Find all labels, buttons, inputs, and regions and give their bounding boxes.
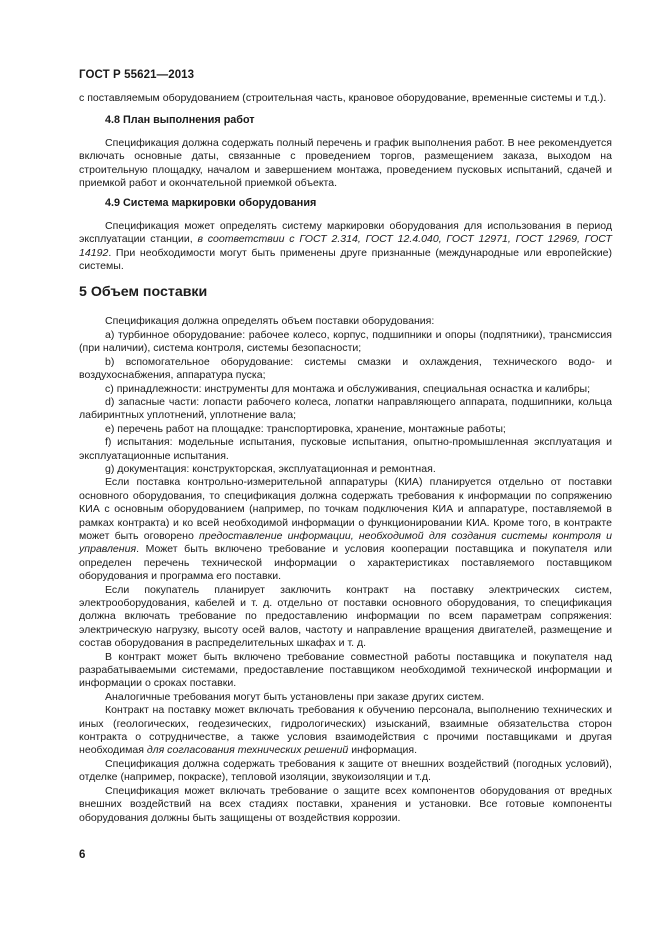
paragraph: e) перечень работ на площадке: транспортировка, хранение, монтажные работы;: [105, 422, 506, 435]
paragraph: Спецификация должна определять объем поставки оборудования:: [105, 315, 435, 328]
paragraph: b) вспомогательное оборудование: системы смазки и охлаждения, технического водо- и воздухоснабжения, аппаратура пуска;: [79, 355, 612, 382]
paragraph-text: информация.: [348, 744, 418, 757]
paragraph: [79, 704, 612, 758]
paragraph: с поставляемым оборудованием (строительная часть, крановое оборудование, временные системы и т.д.).: [79, 92, 607, 104]
paragraph: В контракт может быть включено требование совместной работы поставщика и покупателя над разрабатываемыми системами, предоставление поставщиком необходимой технической информации и информации о сроках поставки.: [79, 650, 612, 690]
paragraph-text: Спецификация может определять систему маркировки оборудования для использования в период эксплуатации станции,: [79, 219, 612, 246]
paragraph-text: . При необходимости могут быть применены друге признанные (международные или европейские) системы.: [79, 246, 612, 273]
paragraph-text: Контракт на поставку может включать требования к обучению персонала, выполнению технических и иных (геологических, геодезических, гидрологических) изысканий, взаимные обязательства сторон контракта о сотрудничестве, а также условия взаимодействия с прочими поставщиками и другая необходимая: [79, 704, 612, 757]
paragraph-emphasis: в соответствии с ГОСТ 2.314, ГОСТ 12.4.040, ГОСТ 12971, ГОСТ 12969, ГОСТ 14192: [79, 233, 612, 259]
page-number: 6: [79, 849, 86, 861]
paragraph-text: . Может быть включено требование и условия кооперации поставщика и покупателя или определен перечень технической информации о характеристиках поставляемого поставщиком оборудования и программа его поставки.: [79, 543, 612, 583]
paragraph: [79, 220, 612, 274]
paragraph: Спецификация может включать требование о защите всех компонентов оборудования от вредных внешних воздействий на всех стадиях поставки, хранения и установки. Все готовые компоненты оборудования должны быть защищены от воздействия коррозии.: [79, 784, 612, 824]
document-body: [79, 92, 612, 825]
subsection-heading: 4.8 План выполнения работ: [105, 114, 255, 127]
paragraph: d) запасные части: лопасти рабочего колеса, лопатки направляющего аппарата, подшипники, кольца лабиринтных уплотнений, уплотнение вала;: [79, 395, 612, 422]
paragraph: g) документация: конструкторская, эксплуатационная и ремонтная.: [105, 462, 436, 475]
paragraph: Если покупатель планирует заключить контракт на поставку электрических систем, электрооборудования, кабелей и т. д. отдельно от поставки основного оборудования, то спецификация должна включать требование по предоставлению информации по всем параметрам сопряжения: электрическую нагрузку, высоту осей валов, частоту и направление вращения двигателей, размещение и состав оборудования в распределительных шкафах и т. д.: [79, 583, 612, 650]
paragraph: f) испытания: модельные испытания, пусковые испытания, опытно-промышленная эксплуатация и эксплуатационные испытания.: [79, 436, 612, 462]
paragraph: Аналогичные требования могут быть установлены при заказе других систем.: [105, 690, 485, 703]
document-header: ГОСТ Р 55621—2013: [79, 69, 195, 81]
paragraph: а) турбинное оборудование: рабочее колесо, корпус, подшипники и опоры (подпятники), трансмиссия (при наличии), система контроля, системы безопасности;: [79, 328, 612, 355]
paragraph-emphasis: предоставление информации, необходимой для создания системы контроля и управления: [79, 529, 612, 556]
section-heading: 5 Объем поставки: [79, 284, 208, 301]
paragraph: c) принадлежности: инструменты для монтажа и обслуживания, специальная оснастка и калибры;: [105, 382, 591, 395]
paragraph: [79, 476, 612, 583]
paragraph-text: Если поставка контрольно-измерительной аппаратуры (КИА) планируется отдельно от поставки основного оборудования, то спецификация должна содержать требования к информации по сопряжению КИА с основным оборудованием (например, по точкам подключения КИА и аппаратуре, поставляемой в рамках контракта) и ко всей необходимой информации о функционировании КИА. Кроме того, в контракте может быть оговорено: [79, 476, 612, 542]
paragraph-emphasis: для согласования технических решений: [146, 744, 349, 757]
paragraph: Спецификация должна содержать полный перечень и график выполнения работ. В нее рекомендуется включать основные даты, связанные с проведением торгов, размещением заказа, выходом на строительную площадку, началом и завершением монтажа, проведением пусковых испытаний, сдачей и приемкой работ и окончательной приемкой объекта.: [79, 136, 612, 190]
paragraph: Спецификация должна содержать требования к защите от внешних воздействий (погодных условий), отделке (например, покраске), тепловой изоляции, звукоизоляции и т.д.: [79, 757, 612, 784]
subsection-heading: 4.9 Система маркировки оборудования: [105, 197, 317, 210]
